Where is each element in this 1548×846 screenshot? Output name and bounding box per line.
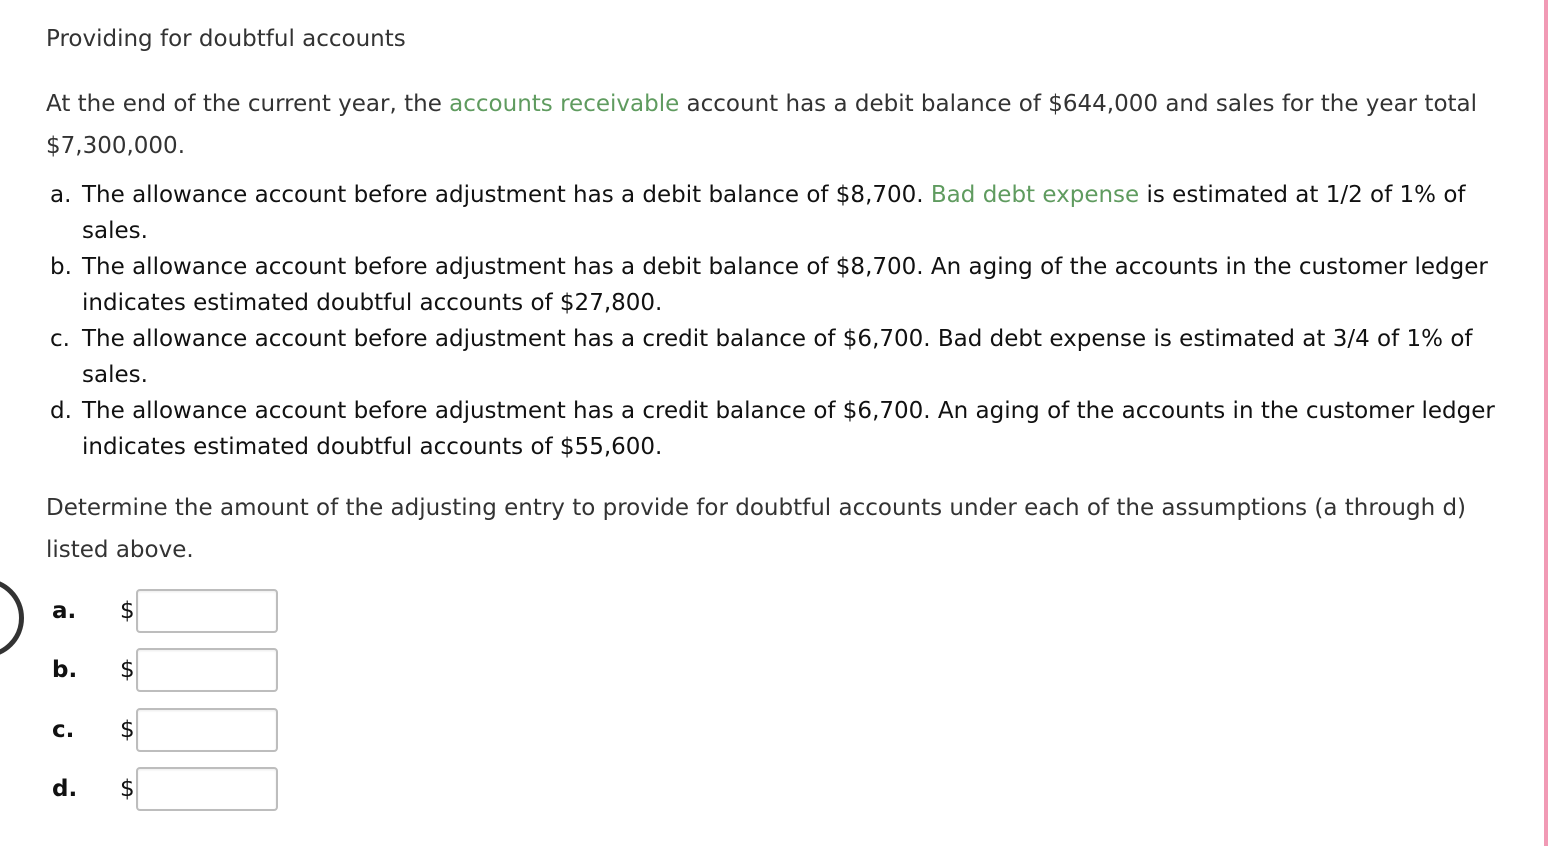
problem-title: Providing for doubtful accounts <box>46 26 406 52</box>
answer-input-a[interactable] <box>136 589 278 633</box>
assumption-b-text: The allowance account before adjustment has a debit balance of $8,700. An aging of the accounts in the customer ledger indicates estimated doubtful accounts of $27,800. <box>82 254 1488 316</box>
answer-label: b. <box>52 657 78 683</box>
assumption-a-text-part1: The allowance account before adjustment has a debit balance of $8,700. <box>82 182 931 208</box>
assumption-a-text-part2: is estimated at 1/2 of 1% of sales. <box>82 182 1466 244</box>
answer-input-c[interactable] <box>136 708 278 752</box>
question-prompt: Determine the amount of the adjusting entry to provide for doubtful accounts under each of the assumptions (a through d) listed above. <box>46 495 1467 563</box>
assumption-d <box>50 393 1530 465</box>
answer-label: d. <box>52 776 78 802</box>
answer-input-b[interactable] <box>136 648 278 692</box>
answer-row-c <box>52 708 292 752</box>
assumption-marker: d. <box>50 398 72 424</box>
assumptions-list <box>50 177 1530 465</box>
currency-symbol: $ <box>120 657 135 683</box>
assumption-b <box>50 249 1530 321</box>
answer-row-a <box>52 589 292 633</box>
assumption-marker: c. <box>50 326 70 352</box>
assumption-marker: a. <box>50 182 72 208</box>
partial-circle-indicator <box>0 578 24 658</box>
currency-symbol: $ <box>120 598 135 624</box>
assumption-marker: b. <box>50 254 72 280</box>
currency-symbol: $ <box>120 717 135 743</box>
intro-text-part2: account has a debit balance of $644,000 and sales for the year total $7,300,000. <box>46 91 1478 159</box>
answer-label: c. <box>52 717 75 743</box>
intro-text-part1: At the end of the current year, the <box>46 91 450 117</box>
answer-row-b <box>52 648 292 692</box>
answer-row-d <box>52 767 292 811</box>
currency-symbol: $ <box>120 776 135 802</box>
right-edge-accent-bar <box>1544 0 1548 846</box>
assumption-c-text: The allowance account before adjustment has a credit balance of $6,700. Bad debt expense is estimated at 3/4 of 1% of sales. <box>82 326 1473 388</box>
assumption-d-text: The allowance account before adjustment has a credit balance of $6,700. An aging of the accounts in the customer ledger indicates estimated doubtful accounts of $55,600. <box>82 398 1495 460</box>
glossary-link-accounts-receivable[interactable]: accounts receivable <box>449 91 680 117</box>
answer-input-d[interactable] <box>136 767 278 811</box>
assumption-a <box>50 177 1530 249</box>
problem-intro <box>46 83 1506 167</box>
assumption-c <box>50 321 1530 393</box>
glossary-link-bad-debt-expense[interactable]: Bad debt expense <box>930 182 1140 208</box>
answer-label: a. <box>52 598 77 624</box>
